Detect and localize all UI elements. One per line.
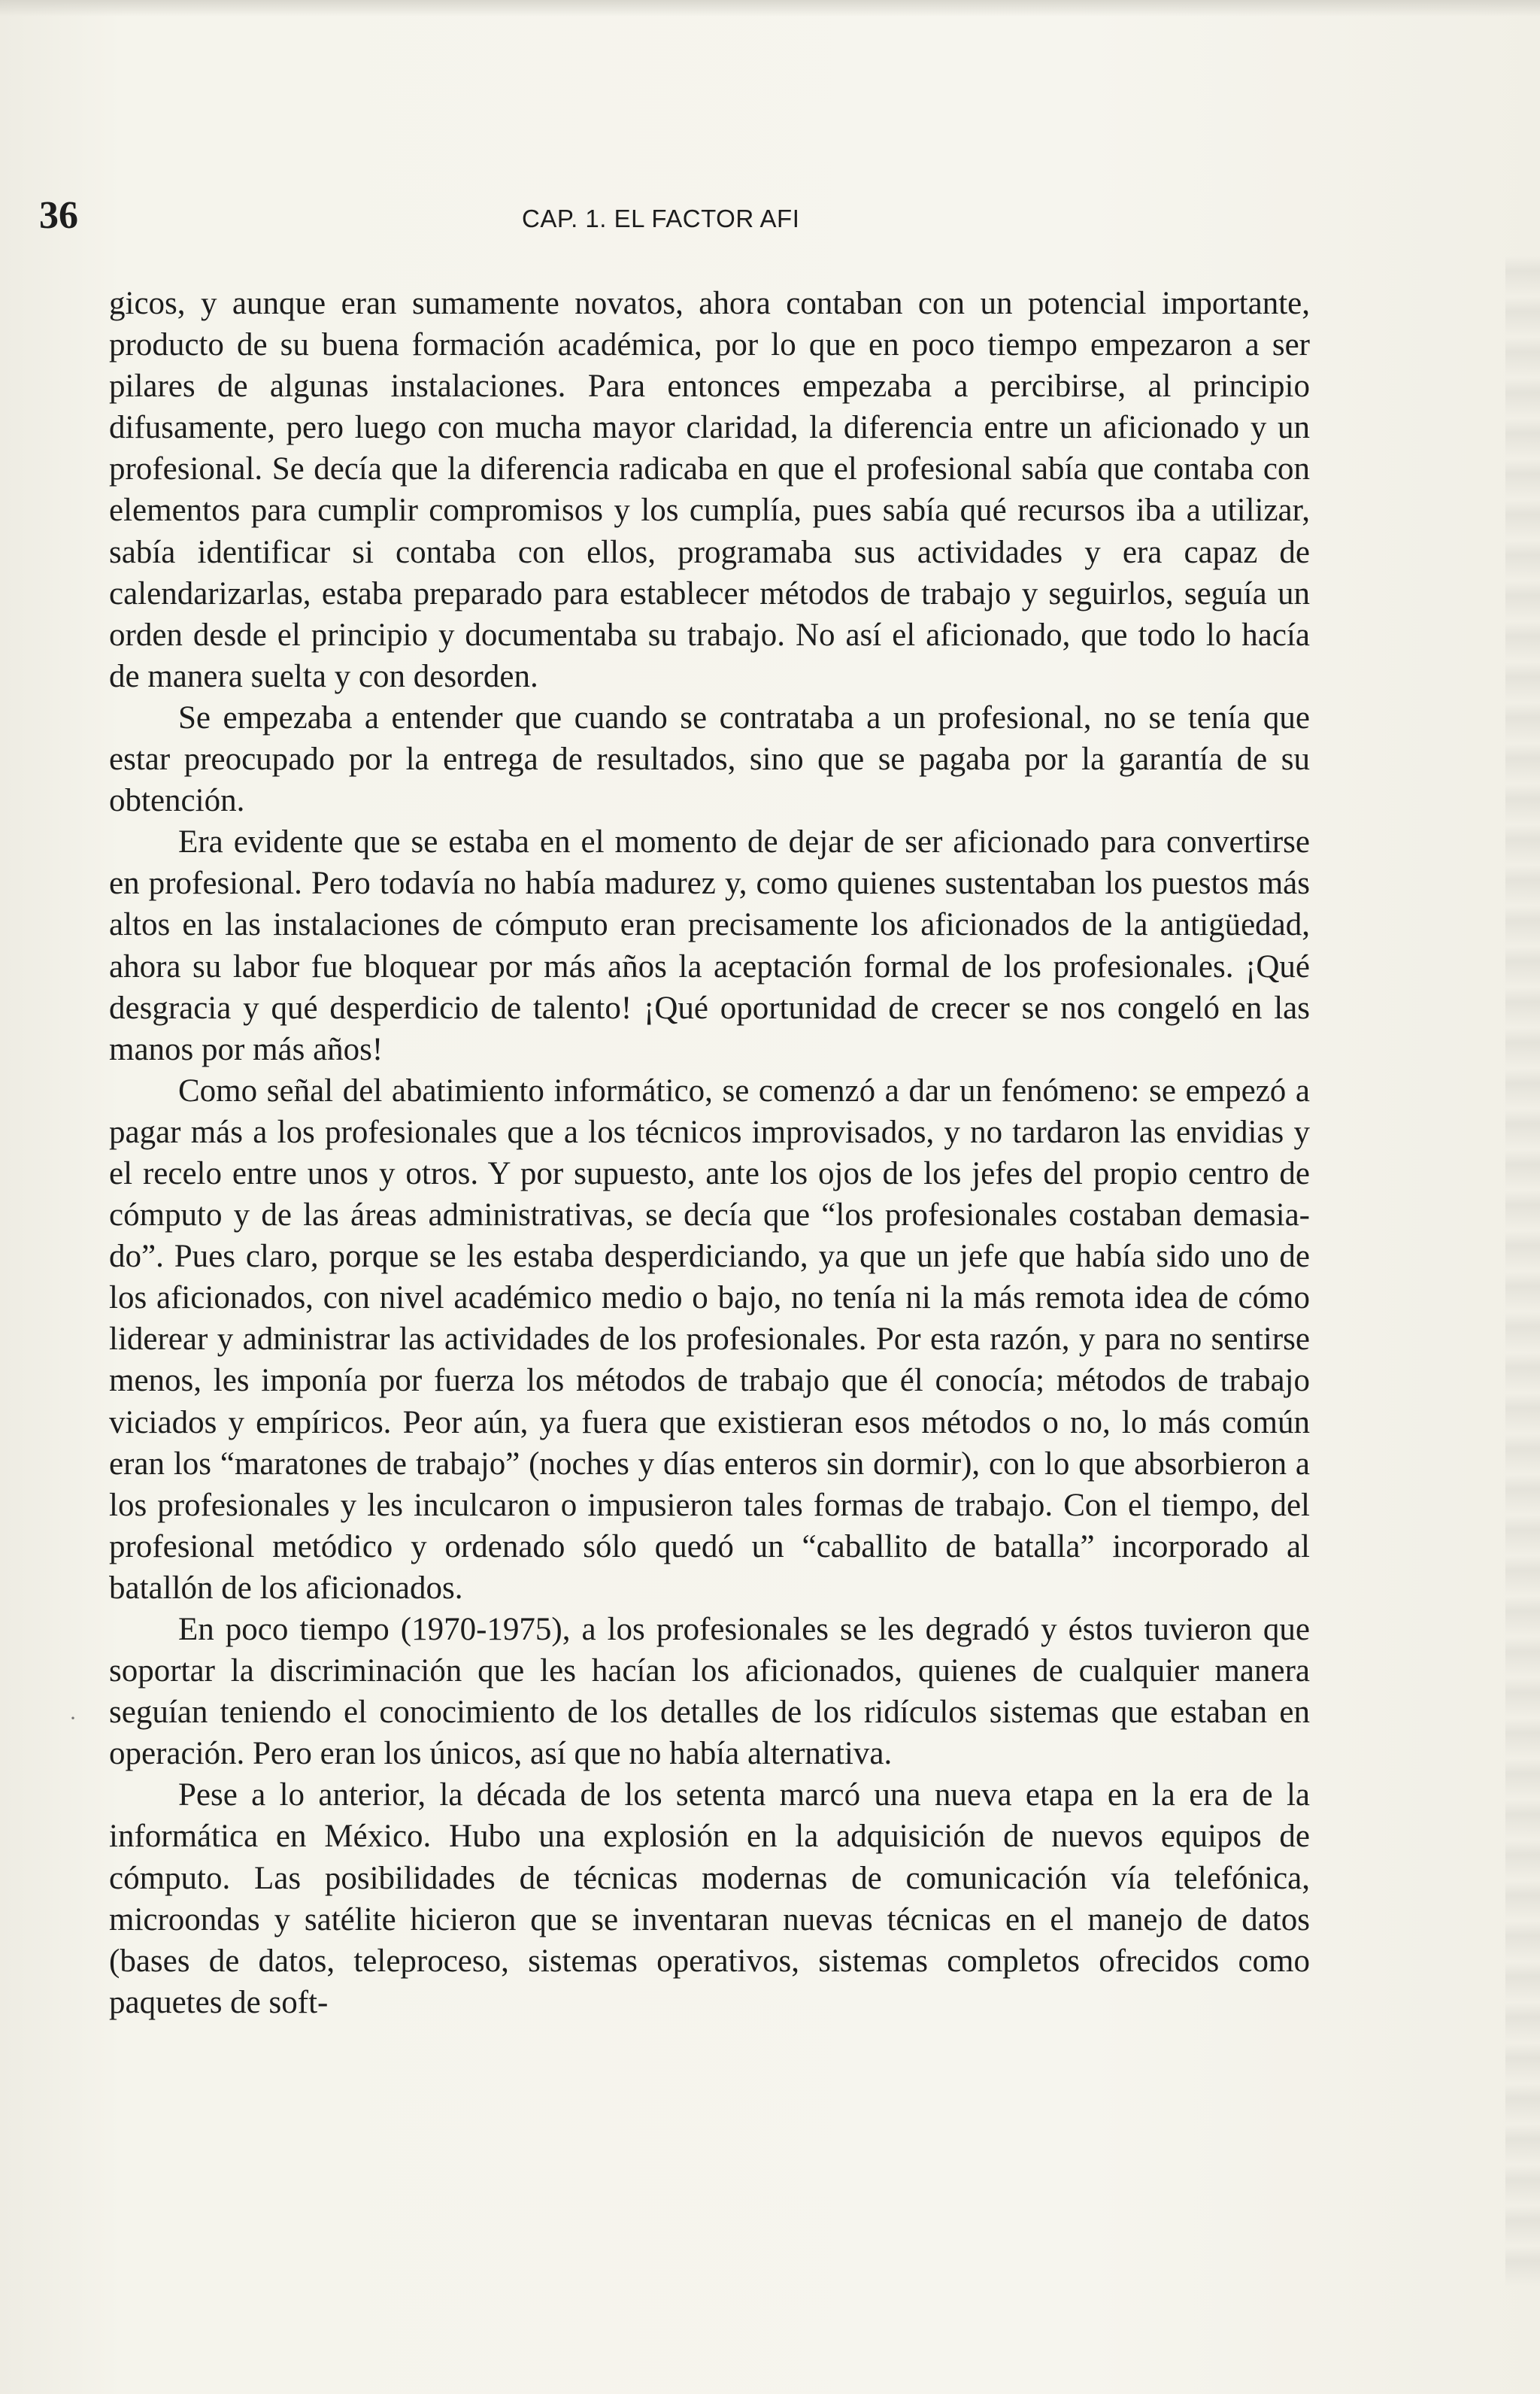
page-number: 36 [39,194,78,237]
page-header [39,190,1317,242]
paragraph-1: gicos, y aunque eran sumamente novatos, ahora contaban con un potencial importante, producto de su buena formación académica, por lo que en poco tiempo empezaron a ser pilares de algunas instalaciones. Para entonces empezaba a percibirse, al principio difusamente, pero luego con mucha mayor claridad, la diferencia entre un aficionado y un profesional. Se decía que la diferencia radicaba en que el profesional sabía que contaba con elementos para cumplir compromisos y los cumplía, pues sabía qué recursos iba a utilizar, sabía identificar si contaba con ellos, programaba sus actividades y era capaz de calendarizarlas, estaba preparado para establecer métodos de trabajo y seguirlos, seguía un orden desde el principio y documentaba su trabajo. No así el aficionado, que todo lo hacía de manera suelta y con desorden. [109,286,1310,694]
margin-speck: · [69,1706,77,1731]
body-text [109,283,1310,2023]
paragraph-4: Como señal del abatimiento informático, se comenzó a dar un fenómeno: se empezó a pagar más a los profesionales que a los técnicos improvisados, y no tardaron las envidias y el recelo entre unos y otros. Y por supuesto, ante los ojos de los jefes del propio centro de cómputo y de las áreas administrativas, se decía que “los profesionales costaban demasiado”. Pues claro, porque se les estaba desperdiciando, ya que un jefe que había sido uno de los aficionados, con nivel académico medio o bajo, no tenía ni la más remota idea de cómo liderear y administrar las actividades de los profesionales. Por esta razón, y para no sentirse menos, les imponía por fuerza los métodos de trabajo que él conocía; métodos de trabajo viciados y empíricos. Peor aún, ya fuera que existieran esos métodos o no, lo más común eran los “maratones de trabajo” (noches y días enteros sin dormir), con lo que absorbieron a los profesionales y les inculcaron o impusieron tales formas de trabajo. Con el tiempo, del profesional metódico y ordenado sólo quedó un “caballito de batalla” incorporado al batallón de los aficionados. [109,1073,1310,1606]
running-head: CAP. 1. EL FACTOR AFI [522,205,800,232]
paragraph-3: Era evidente que se estaba en el momento de dejar de ser aficionado para convertirse en profesional. Pero todavía no había madurez y, como quienes sustentaban los puestos más altos en las instalaciones de cómputo eran precisamente los aficionados de la antigüedad, ahora su labor fue bloquear por más años la aceptación formal de los profesionales. ¡Qué desgracia y qué desperdicio de talento! ¡Qué oportunidad de crecer se nos congeló en las manos por más años! [109,824,1310,1067]
paragraph-6: Pese a lo anterior, la década de los setenta marcó una nueva etapa en la era de la informática en México. Hubo una explosión en la adquisición de nuevos equipos de cómputo. Las posibilidades de técnicas modernas de comunicación vía telefónica, microondas y satélite hicieron que se inventaran nuevas técnicas en el manejo de datos (bases de datos, teleproceso, sistemas operativos, sistemas completos ofrecidos como paquetes de soft- [109,1777,1310,2020]
show-through-bleed [1505,256,1540,2286]
scan-top-edge [0,0,1540,17]
paragraph-5: En poco tiempo (1970-1975), a los profesionales se les degradó y éstos tuvieron que soportar la discriminación que les hacían los aficionados, quienes de cualquier manera seguían teniendo el conocimiento de los detalles de los ridículos sistemas que estaban en operación. Pero eran los únicos, así que no había alternativa. [109,1612,1310,1772]
paragraph-2: Se empezaba a entender que cuando se contrataba a un profesional, no se tenía que estar preocupado por la entrega de resultados, sino que se pagaba por la garantía de su obtención. [109,699,1310,819]
